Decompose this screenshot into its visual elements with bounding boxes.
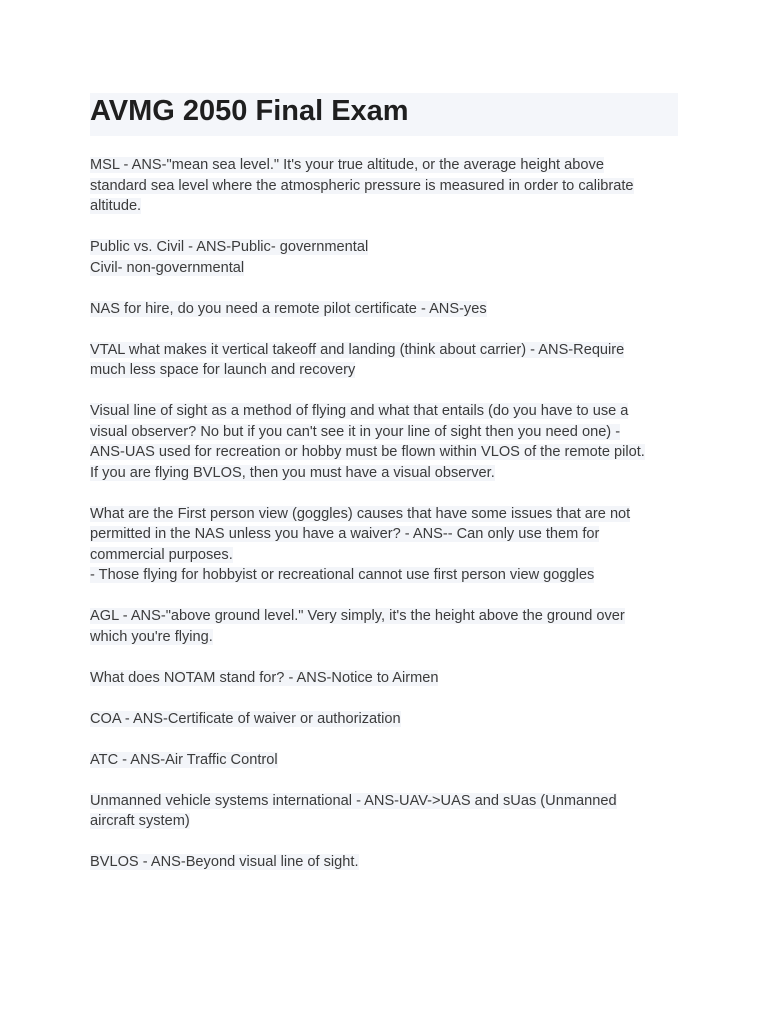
qa-line [90, 565, 678, 586]
qa-entry [90, 709, 678, 730]
qa-line-text: visual observer? No but if you can't see it in your line of sight then you need one) - [90, 423, 621, 440]
qa-line-text: COA - ANS-Certificate of waiver or authorization [90, 710, 401, 727]
qa-line-text: What does NOTAM stand for? - ANS-Notice to Airmen [90, 669, 439, 686]
qa-entry [90, 237, 678, 278]
qa-line [90, 401, 678, 422]
qa-line-text: Public vs. Civil - ANS-Public- governmental [90, 239, 369, 255]
qa-line-text: - Those flying for hobbyist or recreational cannot use first person view goggles [90, 567, 595, 583]
qa-line [90, 442, 678, 463]
qa-line [90, 524, 678, 545]
qa-line-text: permitted in the NAS unless you have a waiver? - ANS-- Can only use them for [90, 526, 600, 542]
qa-line [90, 852, 678, 873]
qa-line [90, 750, 678, 771]
qa-line-text: aircraft system) [90, 813, 190, 829]
qa-line-text: If you are flying BVLOS, then you must have a visual observer. [90, 464, 495, 481]
qa-entry [90, 504, 678, 586]
qa-line [90, 155, 678, 176]
qa-entry [90, 340, 678, 381]
qa-line-text: NAS for hire, do you need a remote pilot certificate - ANS-yes [90, 300, 487, 317]
qa-line [90, 360, 678, 381]
qa-entry [90, 299, 678, 320]
qa-line-text: ANS-UAS used for recreation or hobby must be flown within VLOS of the remote pilot. [90, 444, 645, 460]
qa-line-text: standard sea level where the atmospheric pressure is measured in order to calibrate [90, 177, 634, 194]
qa-line-text: Unmanned vehicle systems international - ANS-UAV->UAS and sUas (Unmanned [90, 792, 617, 809]
qa-line [90, 196, 678, 217]
qa-line [90, 791, 678, 812]
document-title: AVMG 2050 Final Exam [90, 93, 678, 136]
qa-line [90, 258, 678, 279]
qa-line [90, 545, 678, 566]
qa-line-text: much less space for launch and recovery [90, 362, 356, 378]
qa-line [90, 668, 678, 689]
qa-line [90, 237, 678, 258]
qa-line [90, 422, 678, 443]
qa-entry [90, 606, 678, 647]
qa-line-text: altitude. [90, 198, 142, 214]
qa-line-text: Civil- non-governmental [90, 259, 245, 276]
qa-line [90, 504, 678, 525]
qa-entry [90, 401, 678, 483]
qa-line-text: VTAL what makes it vertical takeoff and landing (think about carrier) - ANS-Require [90, 341, 625, 358]
qa-line-text: which you're flying. [90, 628, 213, 645]
qa-line [90, 627, 678, 648]
qa-entry [90, 852, 678, 873]
qa-line-text: ATC - ANS-Air Traffic Control [90, 751, 278, 768]
qa-line-text: commercial purposes. [90, 546, 233, 563]
qa-line [90, 709, 678, 730]
qa-entry [90, 668, 678, 689]
qa-line [90, 811, 678, 832]
qa-line-text: Visual line of sight as a method of flying and what that entails (do you have to use a [90, 403, 629, 419]
qa-line-text: BVLOS - ANS-Beyond visual line of sight. [90, 854, 359, 870]
qa-line-text: What are the First person view (goggles) causes that have some issues that are not [90, 505, 631, 522]
document-content [90, 155, 678, 893]
qa-line [90, 606, 678, 627]
qa-line [90, 340, 678, 361]
qa-line [90, 299, 678, 320]
qa-line-text: AGL - ANS-"above ground level." Very simply, it's the height above the ground over [90, 608, 625, 624]
qa-line-text: MSL - ANS-"mean sea level." It's your true altitude, or the average height above [90, 157, 604, 173]
qa-entry [90, 750, 678, 771]
qa-entry [90, 155, 678, 217]
qa-line [90, 176, 678, 197]
qa-entry [90, 791, 678, 832]
qa-line [90, 463, 678, 484]
